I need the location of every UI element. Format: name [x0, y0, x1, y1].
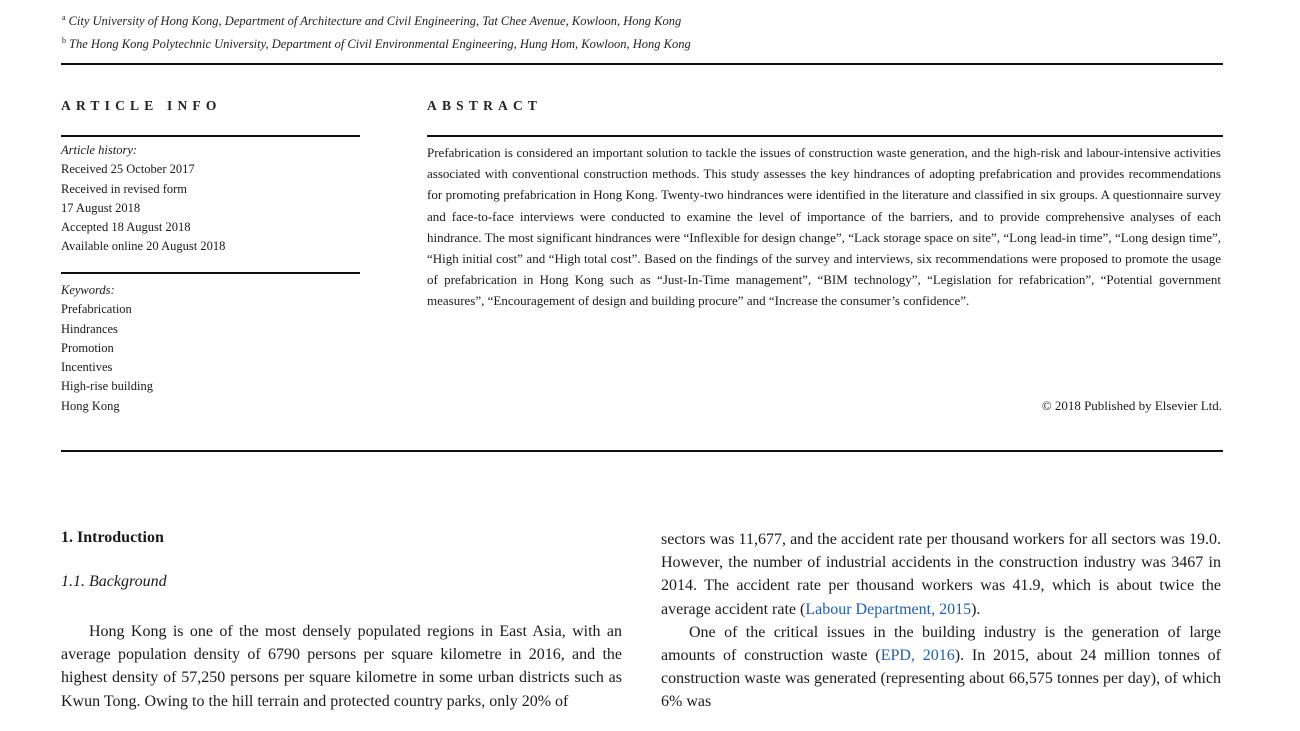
- history-item: Available online 20 August 2018: [61, 239, 226, 254]
- intro-paragraph-left: Hong Kong is one of the most densely populated regions in East Asia, with an average population density of 6790 persons per square kilometre in 2016, and the highest density of 57,250 persons per square kilometre in some urban districts such as Kwun Tong. Owing to the hill terrain and protected country parks, only 20% of: [61, 623, 622, 710]
- keyword-item: Prefabrication: [61, 302, 132, 317]
- section-title: 1. Introduction: [61, 529, 164, 546]
- affiliation-b: [62, 31, 691, 54]
- keyword-item: Hong Kong: [61, 398, 120, 413]
- affiliations: [62, 8, 691, 54]
- keyword-item: Promotion: [61, 340, 114, 355]
- abstract-text: Prefabrication is considered an important solution to tackle the issues of construction waste generation, and the high-risk and labour-intensive activities associated with conventional construction methods. This study assesses the key hindrances of adopting prefabrication and provides recommendations for promoting prefabrication in Hong Kong. Twenty-two hindrances were identified in the literature and classified in six groups. A questionnaire survey and face-to-face interviews were conducted to examine the level of importance of the barriers, and to provide comprehensive analyses of each hindrance. The most significant hindrances were “Inflexible for design change”, “Lack storage space on site”, “Long lead-in time”, “Long design time”, “High initial cost” and “High total cost”. Based on the findings of the survey and interviews, six recommendations were proposed to promote the usage of prefabrication in Hong Kong such as “Just-In-Time management”, “BIM technology”, “Legislation for refabrication”, “Potential government measures”, “Encouragement of design and building procure” and “Increase the consumer’s confidence”.: [427, 145, 1221, 309]
- keywords-title: Keywords:: [61, 283, 115, 297]
- affiliation-text: The Hong Kong Polytechnic University, Department of Civil Environmental Engineering, Hung Hom, Kowloon, Hong Kong: [69, 37, 691, 52]
- affiliation-mark: a: [62, 13, 66, 22]
- keywords-divider: [61, 272, 360, 274]
- citation-link[interactable]: EPD, 2016: [880, 647, 955, 665]
- paragraph-construction-waste: [661, 621, 1221, 714]
- intro-column-right: [661, 528, 1221, 714]
- header-divider: [61, 63, 1223, 65]
- keyword-item: Incentives: [61, 360, 113, 375]
- keywords: [61, 281, 153, 416]
- copyright-notice: © 2018 Published by Elsevier Ltd.: [1041, 398, 1222, 413]
- abstract-label: ABSTRACT: [427, 98, 543, 113]
- section-divider: [61, 450, 1223, 452]
- paragraph-text: ). In 2015, about 24 million tonnes of construction waste was generated (representing about 66,575 tonnes per day), of which 6% was: [661, 647, 1221, 711]
- paragraph-text: ).: [971, 600, 981, 618]
- history-item: Accepted 18 August 2018: [61, 220, 191, 235]
- history-title: Article history:: [61, 143, 138, 157]
- history-item: Received in revised form: [61, 181, 187, 196]
- article-history: [61, 141, 225, 257]
- paragraph-text: One of the critical issues in the building industry is the generation of large amounts of construction waste (: [661, 623, 1221, 665]
- affiliation-a: [62, 8, 691, 31]
- article-info-label: ARTICLE INFO: [61, 98, 222, 113]
- citation-link[interactable]: Labour Department, 2015: [805, 600, 972, 618]
- history-item: Received 25 October 2017: [61, 162, 195, 177]
- article-info-divider: [61, 135, 360, 137]
- affiliation-text: City University of Hong Kong, Department of Architecture and Civil Engineering, Tat Chee Avenue, Kowloon, Hong Kong: [68, 14, 682, 29]
- paragraph-accident-rates: [661, 528, 1221, 621]
- history-item: 17 August 2018: [61, 200, 141, 215]
- subsection-title: 1.1. Background: [61, 573, 167, 590]
- keyword-item: Hindrances: [61, 321, 118, 336]
- abstract-divider: [427, 135, 1223, 137]
- affiliation-mark: b: [62, 36, 66, 46]
- keyword-item: High-rise building: [61, 379, 154, 394]
- paragraph-text: sectors was 11,677, and the accident rate per thousand workers for all sectors was 19.0. However, the number of industrial accidents in the construction industry was 3467 in 2014. The accident rate per thousand workers was 41.9, which is about twice the average accident rate (: [661, 531, 1221, 618]
